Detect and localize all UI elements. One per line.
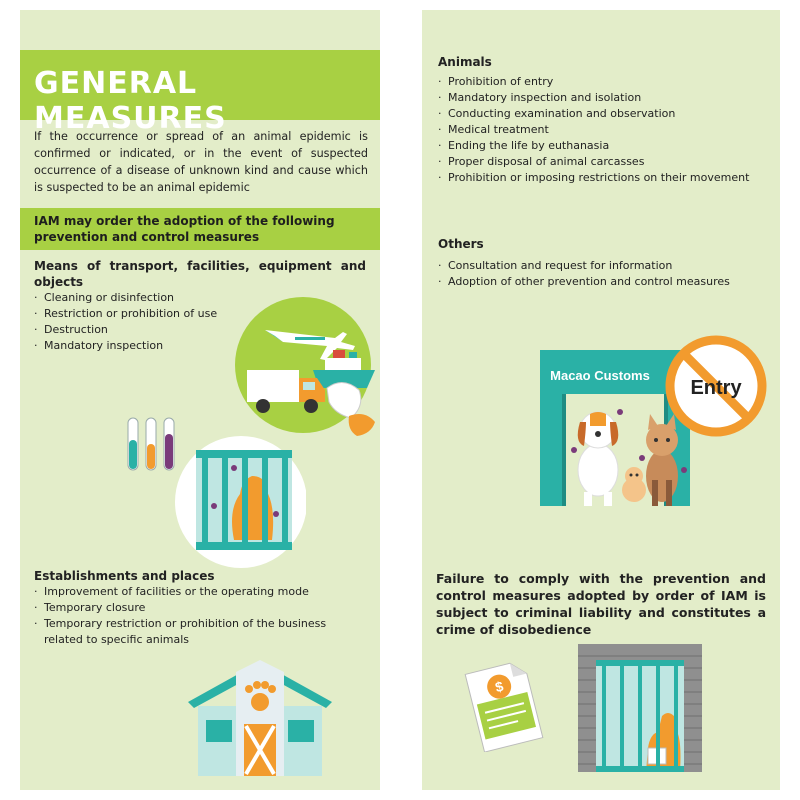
list-item: · Prohibition or imposing restrictions on their movement [438, 170, 768, 186]
cat-icon [646, 414, 678, 506]
list-item: · Medical treatment [438, 122, 768, 138]
order-band [20, 208, 380, 250]
list-item: · Cleaning or disinfection [34, 290, 264, 306]
page-title: GENERAL MEASURES [34, 66, 227, 136]
no-entry-sign-icon [670, 340, 762, 432]
list-item: · Improvement of facilities or the operating mode [34, 584, 364, 600]
others-list [438, 258, 768, 290]
list-item: · Restriction or prohibition of use [34, 306, 264, 322]
establishments-list [34, 584, 364, 648]
right-panel [422, 10, 780, 790]
dog-icon [578, 412, 619, 506]
cleaning-cloth-icon [327, 382, 375, 436]
failure-notice: Failure to comply with the prevention and control measures adopted by order of IAM is subject to criminal liability and constitutes a crime of disobedience [436, 571, 766, 637]
order-heading: IAM may order the adoption of the following prevention and control measures [34, 214, 335, 244]
prison-cell-icon [578, 644, 702, 772]
list-item: · Temporary restriction or prohibition of the business related to specific animals [34, 616, 364, 648]
list-item: · Conducting examination and observation [438, 106, 768, 122]
list-item: · Ending the life by euthanasia [438, 138, 768, 154]
establishments-heading: Establishments and places [34, 569, 215, 583]
list-item: · Prohibition of entry [438, 74, 768, 90]
list-item: · Temporary closure [34, 600, 364, 616]
list-item: · Mandatory inspection [34, 338, 264, 354]
intro-text: If the occurrence or spread of an animal epidemic is confirmed or indicated, or in the event of suspected occurrence of a disease of unknown kind and cause which is suspected to be an animal epidemic [34, 130, 368, 194]
customs-gate-icon [530, 330, 770, 510]
list-item: · Adoption of other prevention and control measures [438, 274, 768, 290]
animals-heading: Animals [438, 55, 492, 69]
list-item: · Mandatory inspection and isolation [438, 90, 768, 106]
customs-sign: Macao Customs [550, 368, 650, 383]
caged-animal-illustration [116, 410, 306, 570]
left-panel [20, 10, 380, 790]
title-band [20, 50, 380, 136]
animals-list [438, 74, 768, 186]
fine-document-icon [464, 660, 544, 752]
others-heading: Others [438, 237, 484, 251]
pet-shop-icon [180, 658, 340, 778]
list-item: · Consultation and request for information [438, 258, 768, 274]
list-item: · Destruction [34, 322, 264, 338]
list-item: · Proper disposal of animal carcasses [438, 154, 768, 170]
entry-sign: Entry [690, 377, 742, 399]
caged-animal-icon [196, 450, 292, 550]
hamster-icon [622, 467, 646, 502]
test-tubes-icon [128, 418, 174, 470]
dollar-icon: $ [493, 677, 505, 696]
transport-heading: Means of transport, facilities, equipment and objects [34, 259, 366, 289]
